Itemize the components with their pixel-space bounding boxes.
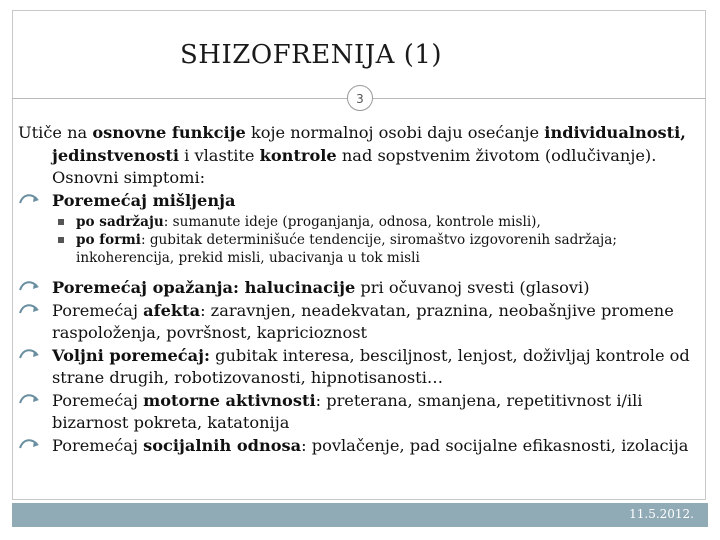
symptom-label: Poremećaj mišljenja xyxy=(52,190,236,210)
footer-bar xyxy=(12,503,708,527)
symptom-item-thought xyxy=(18,190,704,213)
square-bullet-icon xyxy=(58,237,64,243)
sub-list-item xyxy=(58,213,704,231)
sub-item-label: po sadržaju xyxy=(76,214,164,230)
symptom-label: afekta xyxy=(143,300,201,320)
curly-arrow-icon xyxy=(18,390,48,412)
intro-text-3: i vlastite xyxy=(179,145,260,165)
symptom-text: : zaravnjen, neadekvatan, praznina, neobašnjive promene raspoloženja, površnost, kapricioznost xyxy=(52,300,674,342)
symptom-text: : povlačenje, pad socijalne efikasnosti, izolacija xyxy=(301,435,689,455)
sub-item-text: : sumanute ideje (proganjanja, odnosa, kontrole misli), xyxy=(163,214,541,230)
curly-arrow-icon xyxy=(18,345,48,367)
symptom-label: Poremećaj opažanja: halucinacije xyxy=(52,278,356,297)
intro-paragraph xyxy=(18,122,704,190)
symptom-prefix: Poremećaj xyxy=(52,390,144,410)
intro-text-4: nad sopstvenim životom (odlučivanje). Osnovni simptomi: xyxy=(52,145,657,187)
intro-text-2: koje normalnoj osobi daju osećanje xyxy=(245,123,545,142)
symptom-text: gubitak interesa, besciljnost, lenjost, doživljaj kontrole od strane drugih, robotizovanosti, hipnotisanosti… xyxy=(52,345,690,387)
intro-bold-1: osnovne funkcije xyxy=(92,123,246,142)
symptom-prefix: Poremećaj xyxy=(52,435,144,455)
symptom-item-social xyxy=(18,435,704,458)
symptom-label: Voljni poremećaj: xyxy=(52,345,210,365)
symptom-item-perception xyxy=(18,277,704,300)
sub-list-item xyxy=(58,231,704,267)
curly-arrow-icon xyxy=(18,190,48,212)
footer-date: 11.5.2012. xyxy=(629,507,694,521)
sub-item-label: po formi xyxy=(76,232,141,248)
slide-content xyxy=(18,122,704,457)
intro-text-1: Utiče na xyxy=(18,123,93,142)
symptom-label: socijalnih odnosa xyxy=(143,435,302,455)
curly-arrow-icon xyxy=(18,300,48,322)
slide-title: SHIZOFRENIJA (1) xyxy=(180,40,443,70)
sub-item-text: : gubitak determinišuće tendencije, siromaštvo izgovorenih sadržaja; inkoherencija, prekid misli, ubacivanja u tok misli xyxy=(76,232,617,266)
symptom-prefix: Poremećaj xyxy=(52,300,144,320)
symptom-text: pri očuvanoj svesti (glasovi) xyxy=(355,278,590,297)
page-number-badge: 3 xyxy=(347,85,373,111)
symptom-text: : preterana, smanjena, repetitivnost i/ili bizarnost pokreta, katatonija xyxy=(52,390,643,432)
symptom-item-motor xyxy=(18,390,704,435)
symptom-item-volition xyxy=(18,345,704,390)
intro-bold-2: individualnosti, jedinstvenosti xyxy=(52,123,686,165)
square-bullet-icon xyxy=(58,219,64,225)
symptom-item-affect xyxy=(18,300,704,345)
curly-arrow-icon xyxy=(18,435,48,457)
thought-sub-list xyxy=(58,213,704,267)
intro-bold-3: kontrole xyxy=(259,145,337,165)
curly-arrow-icon xyxy=(18,277,48,299)
symptom-label: motorne aktivnosti xyxy=(143,390,316,410)
